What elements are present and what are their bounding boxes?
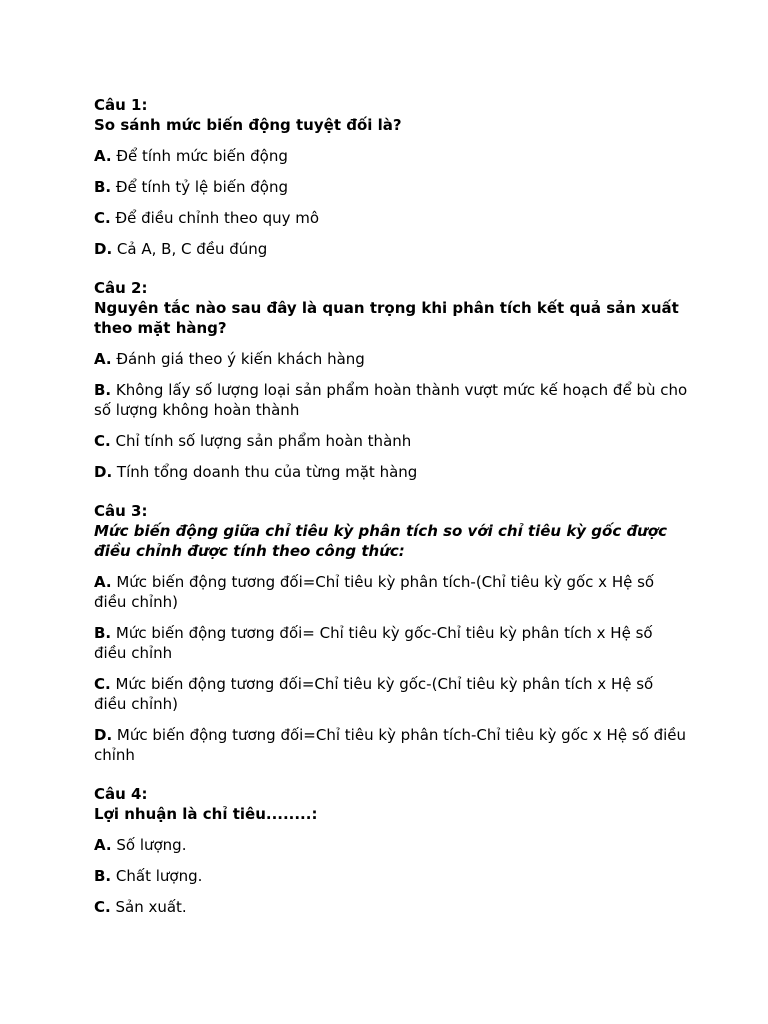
question-1	[94, 95, 688, 259]
option-letter: C.	[94, 898, 111, 916]
question-3	[94, 501, 688, 765]
option-c	[94, 897, 688, 917]
option-b	[94, 623, 688, 663]
question-number: Câu 2:	[94, 279, 148, 297]
option-letter: D.	[94, 726, 113, 744]
option-letter: B.	[94, 381, 112, 399]
option-text: Không lấy số lượng loại sản phẩm hoàn thành vượt mức kế hoạch để bù cho số lượng không hoàn thành	[94, 381, 688, 419]
option-letter: A.	[94, 836, 112, 854]
option-text: Mức biến động tương đối=Chỉ tiêu kỳ phân tích-Chỉ tiêu kỳ gốc x Hệ số điều chỉnh	[94, 726, 687, 764]
option-text: Chỉ tính số lượng sản phẩm hoàn thành	[110, 432, 412, 450]
question-text: Lợi nhuận là chỉ tiêu........:	[94, 805, 318, 823]
option-a	[94, 146, 688, 166]
option-text: Số lượng.	[111, 836, 187, 854]
option-text: Để điều chỉnh theo quy mô	[110, 209, 320, 227]
option-text: Để tính mức biến động	[111, 147, 288, 165]
option-text: Mức biến động tương đối= Chỉ tiêu kỳ gốc-Chỉ tiêu kỳ phân tích x Hệ số điều chỉnh	[94, 624, 653, 662]
option-c	[94, 431, 688, 451]
option-text: Cả A, B, C đều đúng	[112, 240, 268, 258]
question-2	[94, 278, 688, 482]
question-number: Câu 3:	[94, 502, 148, 520]
option-text: Mức biến động tương đối=Chỉ tiêu kỳ phân tích-(Chỉ tiêu kỳ gốc x Hệ số điều chỉnh)	[94, 573, 655, 611]
question-text: Nguyên tắc nào sau đây là quan trọng khi phân tích kết quả sản xuất theo mặt hàng?	[94, 299, 679, 337]
option-letter: A.	[94, 573, 112, 591]
option-letter: C.	[94, 432, 111, 450]
option-text: Tính tổng doanh thu của từng mặt hàng	[112, 463, 418, 481]
option-a	[94, 349, 688, 369]
option-a	[94, 572, 688, 612]
option-d	[94, 725, 688, 765]
option-c	[94, 208, 688, 228]
question-text: Mức biến động giữa chỉ tiêu kỳ phân tích so với chỉ tiêu kỳ gốc được điều chỉnh được tính theo công thức:	[94, 522, 668, 560]
option-b	[94, 866, 688, 886]
option-text: Đánh giá theo ý kiến khách hàng	[111, 350, 365, 368]
option-text: Mức biến động tương đối=Chỉ tiêu kỳ gốc-(Chỉ tiêu kỳ phân tích x Hệ số điều chỉnh)	[94, 675, 654, 713]
question-text: So sánh mức biến động tuyệt đối là?	[94, 116, 402, 134]
option-letter: A.	[94, 147, 112, 165]
option-letter: B.	[94, 867, 112, 885]
option-letter: D.	[94, 463, 113, 481]
option-b	[94, 177, 688, 197]
option-letter: D.	[94, 240, 113, 258]
question-4	[94, 784, 688, 917]
question-number: Câu 1:	[94, 96, 148, 114]
option-text: Chất lượng.	[111, 867, 203, 885]
option-letter: B.	[94, 178, 112, 196]
option-letter: C.	[94, 209, 111, 227]
option-d	[94, 239, 688, 259]
option-text: Sản xuất.	[110, 898, 187, 916]
option-c	[94, 674, 688, 714]
question-number: Câu 4:	[94, 785, 148, 803]
option-text: Để tính tỷ lệ biến động	[111, 178, 288, 196]
option-letter: B.	[94, 624, 112, 642]
option-b	[94, 380, 688, 420]
option-d	[94, 462, 688, 482]
option-a	[94, 835, 688, 855]
option-letter: C.	[94, 675, 111, 693]
option-letter: A.	[94, 350, 112, 368]
